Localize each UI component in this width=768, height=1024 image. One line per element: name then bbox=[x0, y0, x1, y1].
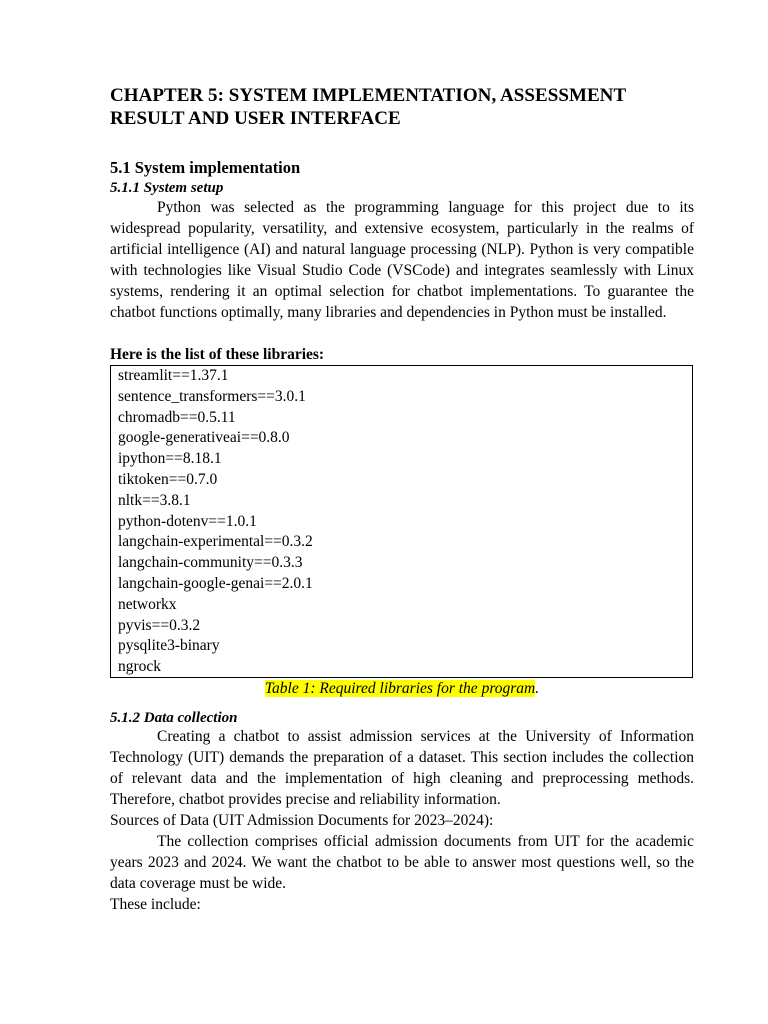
table-caption-period: . bbox=[535, 680, 540, 697]
library-item: python-dotenv==1.0.1 bbox=[118, 512, 257, 530]
library-item: langchain-google-genai==2.0.1 bbox=[118, 574, 313, 592]
subsection-heading-5-1-2: 5.1.2 Data collection bbox=[110, 710, 238, 726]
section-heading-5-1: 5.1 System implementation bbox=[110, 158, 301, 177]
library-item: tiktoken==0.7.0 bbox=[118, 470, 218, 488]
sources-of-data-label: Sources of Data (UIT Admission Documents for 2023–2024): bbox=[110, 812, 494, 829]
library-item: streamlit==1.37.1 bbox=[118, 367, 229, 384]
library-item: langchain-community==0.3.3 bbox=[118, 554, 303, 572]
library-item: google-generativeai==0.8.0 bbox=[118, 429, 290, 447]
library-item: pysqlite3-binary bbox=[118, 637, 220, 655]
library-list-intro: Here is the list of these libraries: bbox=[110, 346, 325, 363]
data-collection-paragraph: Creating a chatbot to assist admission services at the University of Information Technology (UIT) demands the preparation of a dataset. This section includes the collection of relevant data and the implementation of high cleaning and preprocessing methods. Therefore, chatbot provides precise and reliability information. bbox=[110, 728, 694, 808]
library-item: pyvis==0.3.2 bbox=[118, 616, 201, 634]
table-caption-text: Table 1: Required libraries for the program bbox=[264, 680, 536, 697]
table-caption bbox=[110, 678, 694, 699]
chapter-title: CHAPTER 5: SYSTEM IMPLEMENTATION, ASSESSMENT RESULT AND USER INTERFACE bbox=[110, 85, 626, 129]
these-include-label: These include: bbox=[110, 896, 201, 913]
library-item: ngrock bbox=[118, 658, 162, 676]
library-item: ipython==8.18.1 bbox=[118, 450, 222, 468]
system-setup-paragraph: Python was selected as the programming language for this project due to its widespread popularity, versatility, and extensive ecosystem, particularly in the realms of artificial intelligence (AI) and natural language processing (NLP). Python is very compatible with technologies like Visual Studio Code (VSCode) and integrates seamlessly with Linux systems, rendering it an optimal selection for chatbot implementations. To guarantee the chatbot functions optimally, many libraries and dependencies in Python must be installed. bbox=[110, 199, 694, 321]
subsection-heading-5-1-1: 5.1.1 System setup bbox=[110, 180, 224, 196]
libraries-table bbox=[110, 365, 693, 678]
library-item: sentence_transformers==3.0.1 bbox=[118, 387, 306, 405]
library-item: chromadb==0.5.11 bbox=[118, 408, 236, 426]
library-item: networkx bbox=[118, 595, 177, 613]
collection-paragraph: The collection comprises official admission documents from UIT for the academic years 2023 and 2024. We want the chatbot to be able to answer most questions well, so the data coverage must be wide. bbox=[110, 833, 694, 892]
library-item: langchain-experimental==0.3.2 bbox=[118, 533, 313, 551]
library-item: nltk==3.8.1 bbox=[118, 491, 191, 509]
